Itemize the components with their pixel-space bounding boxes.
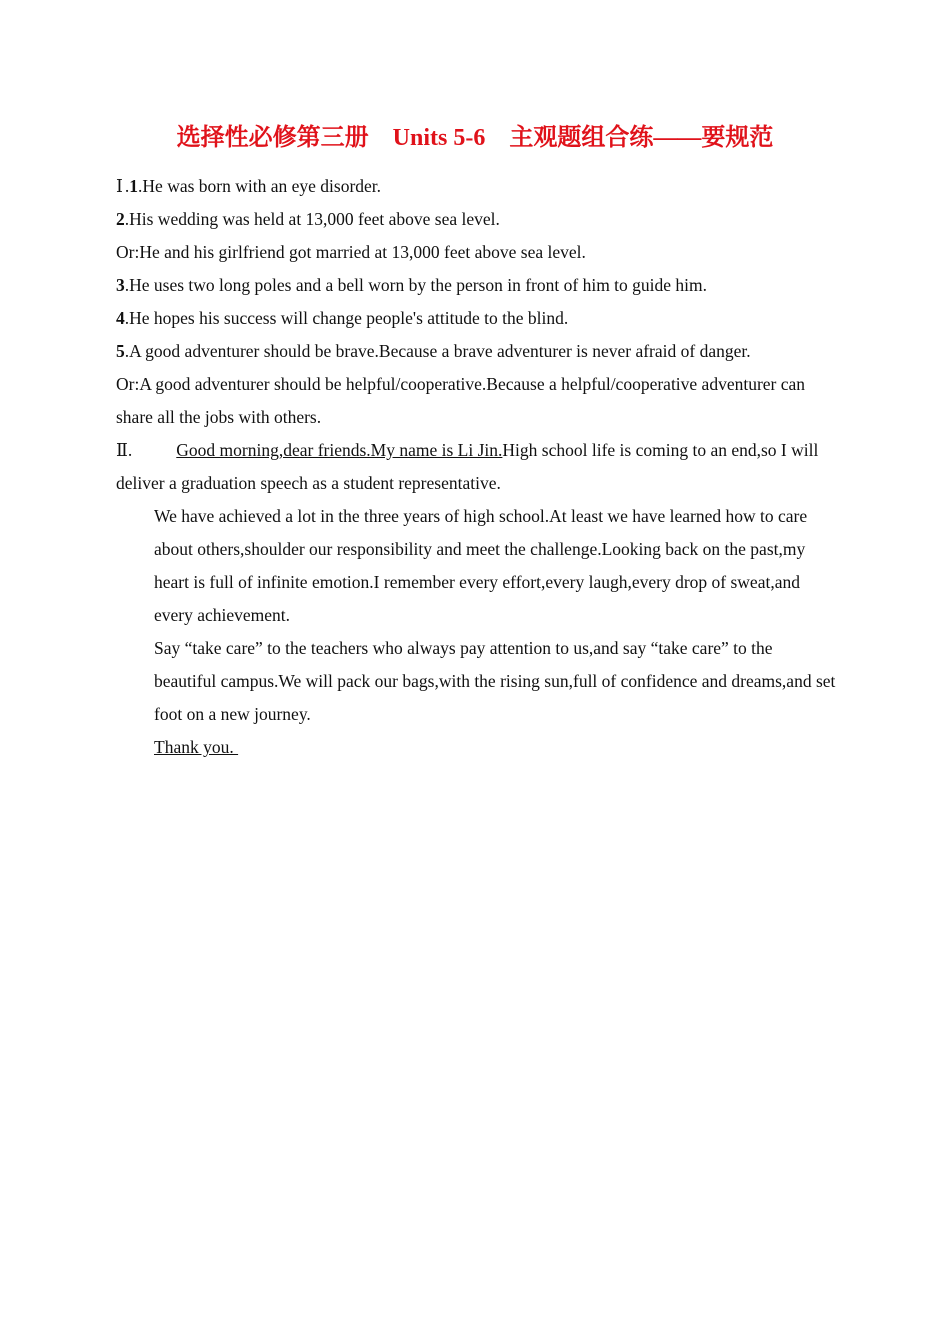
section-1-marker: Ⅰ [116,176,123,196]
answer-item-3 [116,269,838,302]
closing-text: Thank you. [154,737,239,757]
answer-item-1: Ⅰ .1.He was born with an eye disorder. [116,176,382,196]
title-chinese-right: 主观题组合练——要规范 [509,125,774,151]
item-number: 1 [129,176,139,196]
item-text: .His wedding was held at 13,000 feet above sea level. [124,209,500,229]
item-text: Or:A good adventurer should be helpful/cooperative.Because a helpful/cooperative adventurer can share all the jobs with others. [116,374,806,427]
answer-item-2-alt [116,236,838,269]
essay-paragraph-3: Say “take care” to the teachers who always pay attention to us,and say “take care” to the beautiful campus.We will pack our bags,with the rising sun,full of confidence and dreams,and set foot on a new journey. [154,638,836,724]
item-text: .He hopes his success will change people's attitude to the blind. [124,308,569,328]
answer-item-4 [116,302,838,335]
answer-item-2 [116,203,838,236]
essay-greeting: Good morning,dear friends.My name is Li Jin. [176,440,503,460]
essay-paragraph-2: We have achieved a lot in the three years of high school.At least we have learned how to care about others,shoulder our responsibility and meet the challenge.Looking back on the past,my heart is full of infinite emotion.I remember every effort,every laugh,every drop of sweat,and every achievement. [154,506,808,625]
page-title [0,118,950,158]
title-units: Units 5-6 [392,125,486,151]
item-number: 2 [116,209,125,229]
essay-intro: High school life is coming to an end,so I will deliver a graduation speech as a student representative. [116,440,819,493]
item-number: 4 [116,308,125,328]
essay-paragraph-1: Ⅱ. Good morning,dear friends.My name is Li Jin.High school life is coming to an end,so I will deliver a graduation speech as a student representative. [116,440,819,493]
answer-item-5-alt [116,368,838,434]
essay-closing [116,731,838,764]
title-chinese-left: 选择性必修第三册 [176,125,369,151]
answer-item-5 [116,335,838,368]
item-number: 3 [116,275,125,295]
item-text: .He uses two long poles and a bell worn by the person in front of him to guide him. [124,275,708,295]
item-text: .A good adventurer should be brave.Because a brave adventurer is never afraid of danger. [124,341,751,361]
item-text: .He was born with an eye disorder. [138,176,382,196]
answer-content [116,170,838,764]
item-text: Or:He and his girlfriend got married at 13,000 feet above sea level. [116,242,586,262]
item-number: 5 [116,341,125,361]
section-2-marker: Ⅱ [116,440,128,460]
